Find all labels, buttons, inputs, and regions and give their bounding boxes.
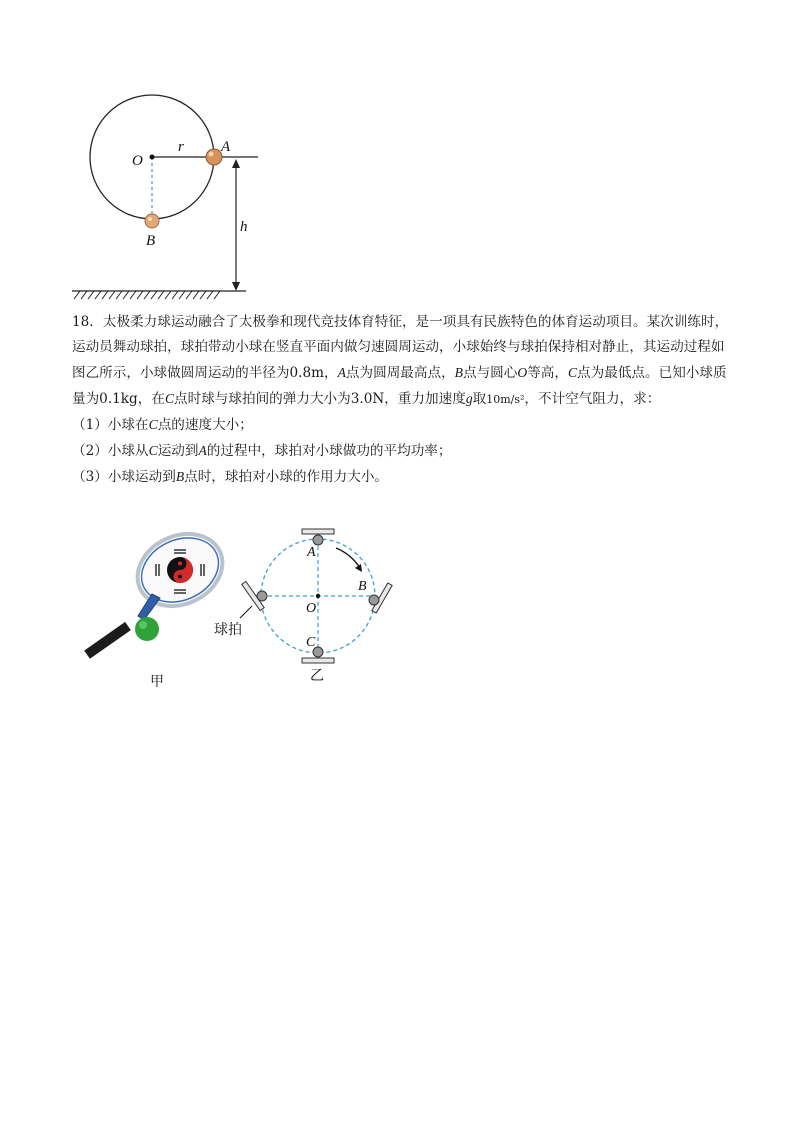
label-b: B bbox=[146, 233, 156, 249]
motion-arrow-arc bbox=[336, 548, 360, 568]
label-h: h bbox=[240, 219, 248, 235]
label-c2: C bbox=[306, 635, 316, 650]
racket-illustration bbox=[84, 528, 234, 659]
height-arrow-top bbox=[232, 159, 240, 168]
racket-top bbox=[302, 529, 334, 534]
caption-yi: 乙 bbox=[310, 669, 324, 684]
circle-height-diagram bbox=[60, 85, 290, 310]
green-ball bbox=[135, 617, 159, 641]
taiji-dot-1 bbox=[178, 562, 182, 566]
height-arrow-bottom bbox=[232, 282, 240, 291]
circular-motion-diagram bbox=[240, 529, 392, 663]
green-ball-highlight bbox=[139, 621, 147, 629]
question-18 bbox=[72, 310, 734, 490]
center-dot bbox=[150, 155, 155, 160]
question-stem: 18．太极柔力球运动融合了太极拳和现代竞技体育特征，是一项具有民族特色的体育运动项目。某次训练时，运动员舞动球拍，球拍带动小球在竖直平面内做匀速圆周运动，小球始终与球拍保持相对静止，其运动过程如图乙所示，小球做圆周运动的半径为0.8m，A点为圆周最高点，B点与圆心O等高，C点为最低点。已知小球质量为0.1kg，在C点时球与球拍间的弹力大小为3.0N，重力加速度g取10m/s²，不计空气阻力，求： bbox=[72, 314, 729, 407]
label-a2: A bbox=[307, 545, 316, 560]
ball-top bbox=[313, 535, 323, 545]
g-value: 10m/s² bbox=[486, 393, 525, 406]
racket-throat bbox=[138, 594, 160, 620]
taiji-dot-2 bbox=[178, 575, 182, 579]
ball-left bbox=[257, 591, 267, 601]
subquestion-1: （1）小球在C点的速度大小； bbox=[72, 417, 253, 433]
subquestion-3: （3）小球运动到B点时，球拍对小球的作用力大小。 bbox=[72, 469, 389, 485]
center-o-dot bbox=[316, 594, 320, 598]
ball-b-highlight bbox=[148, 217, 152, 221]
racket-figures bbox=[70, 528, 410, 728]
label-o2: O bbox=[306, 601, 317, 616]
racket-pointer-line bbox=[240, 606, 252, 618]
label-racket: 球拍 bbox=[214, 623, 242, 638]
ball-right bbox=[369, 595, 379, 605]
question-number: 18． bbox=[72, 314, 103, 330]
ball-a bbox=[206, 149, 222, 165]
label-b2: B bbox=[358, 579, 367, 594]
label-o: O bbox=[132, 153, 143, 169]
caption-jia: 甲 bbox=[150, 675, 164, 690]
ball-b bbox=[145, 214, 159, 228]
subquestion-2: （2）小球从C运动到A的过程中，球拍对小球做功的平均功率； bbox=[72, 443, 452, 459]
label-a: A bbox=[221, 139, 231, 155]
racket-handle bbox=[84, 622, 131, 659]
ball-a-highlight bbox=[209, 152, 214, 157]
ground-hatching bbox=[74, 291, 220, 299]
label-r: r bbox=[178, 139, 184, 155]
racket-bottom bbox=[302, 658, 334, 663]
